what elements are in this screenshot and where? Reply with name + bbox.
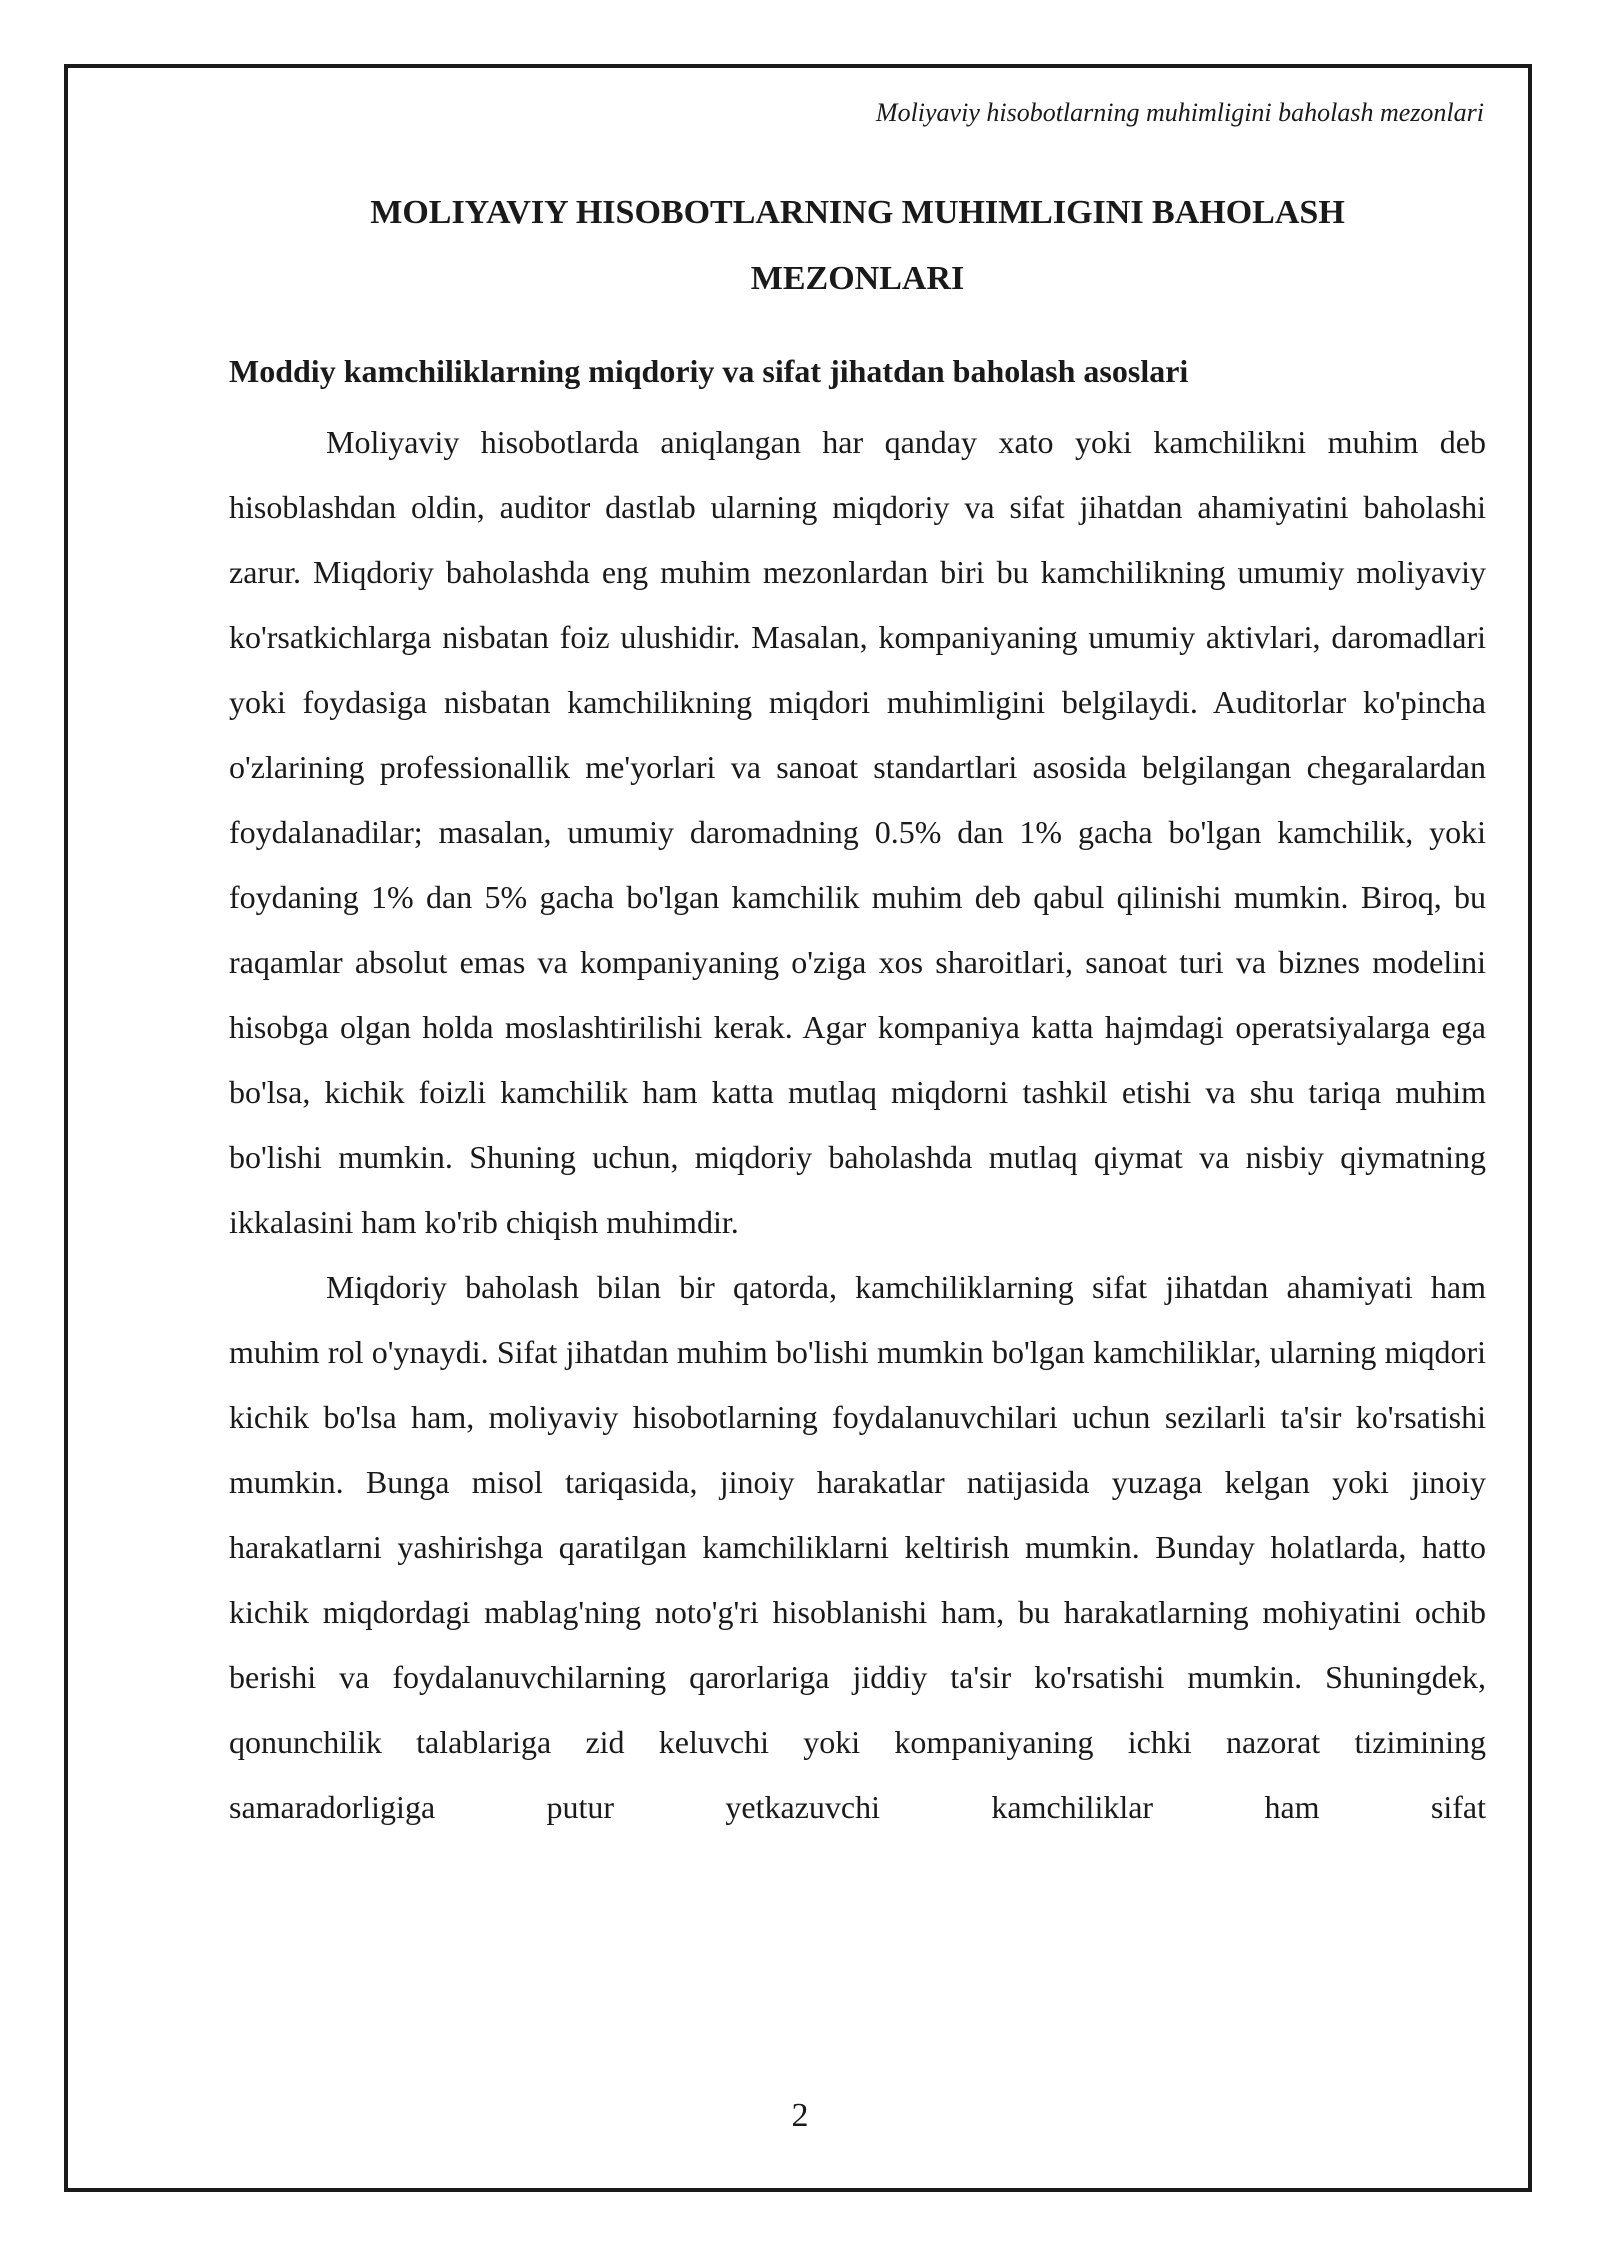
document-title-line-2: MEZONLARI (750, 260, 965, 297)
document-title-line-1: MOLIYAVIY HISOBOTLARNING MUHIMLIGINI BAHOLASH (370, 194, 1345, 231)
page-number: 2 (791, 2097, 809, 2134)
running-header: Moliyaviy hisobotlarning muhimligini baholash mezonlari (875, 98, 1484, 127)
body-paragraph: Moliyaviy hisobotlarda aniqlangan har qanday xato yoki kamchilikni muhim deb hisoblashdan oldin, auditor dastlab ularning miqdoriy va sifat jihatdan ahamiyatini baholashi zarur. Miqdoriy baholashda eng muhim mezonlardan biri bu kamchilikning umumiy moliyaviy ko'rsatkichlarga nisbatan foiz ulushidir. Masalan, kompaniyaning umumiy aktivlari, daromadlari yoki foydasiga nisbatan kamchilikning miqdori muhimligini belgilaydi. Auditorlar ko'pincha o'zlarining professionallik me'yorlari va sanoat standartlari asosida belgilangan chegaralardan foydalanadilar; masalan, umumiy daromadning 0.5% dan 1% gacha bo'lgan kamchilik, yoki foydaning 1% dan 5% gacha bo'lgan kamchilik muhim deb qabul qilinishi mumkin. Biroq, bu raqamlar absolut emas va kompaniyaning o'ziga xos sharoitlari, sanoat turi va biznes modelini hisobga olgan holda moslashtirilishi kerak. Agar kompaniya katta hajmdagi operatsiyalarga ega bo'lsa, kichik foizli kamchilik ham katta mutlaq miqdorni tashkil etishi va shu tariqa muhim bo'lishi mumkin. Shuning uchun, miqdoriy baholashda mutlaq qiymat va nisbiy qiymatning ikkalasini ham ko'rib chiqish muhimdir. (229, 424, 1486, 1240)
page-content (229, 180, 1486, 1840)
document-title (229, 180, 1486, 312)
body-paragraph: Miqdoriy baholash bilan bir qatorda, kamchiliklarning sifat jihatdan ahamiyati ham muhim rol o'ynaydi. Sifat jihatdan muhim bo'lishi mumkin bo'lgan kamchiliklar, ularning miqdori kichik bo'lsa ham, moliyaviy hisobotlarning foydalanuvchilari uchun sezilarli ta'sir ko'rsatishi mumkin. Bunga misol tariqasida, jinoiy harakatlar natijasida yuzaga kelgan yoki jinoiy harakatlarni yashirishga qaratilgan kamchiliklarni keltirish mumkin. Bunday holatlarda, hatto kichik miqdordagi mablag'ning noto'g'ri hisoblanishi ham, bu harakatlarning mohiyatini ochib berishi va foydalanuvchilarning qarorlariga jiddiy ta'sir ko'rsatishi mumkin. Shuningdek, qonunchilik talablariga zid keluvchi yoki kompaniyaning ichki nazorat tizimining samaradorligiga putur yetkazuvchi kamchiliklar ham sifat (229, 1269, 1486, 1825)
section-heading: Moddiy kamchiliklarning miqdoriy va sifat jihatdan baholash asoslari (229, 353, 1189, 389)
